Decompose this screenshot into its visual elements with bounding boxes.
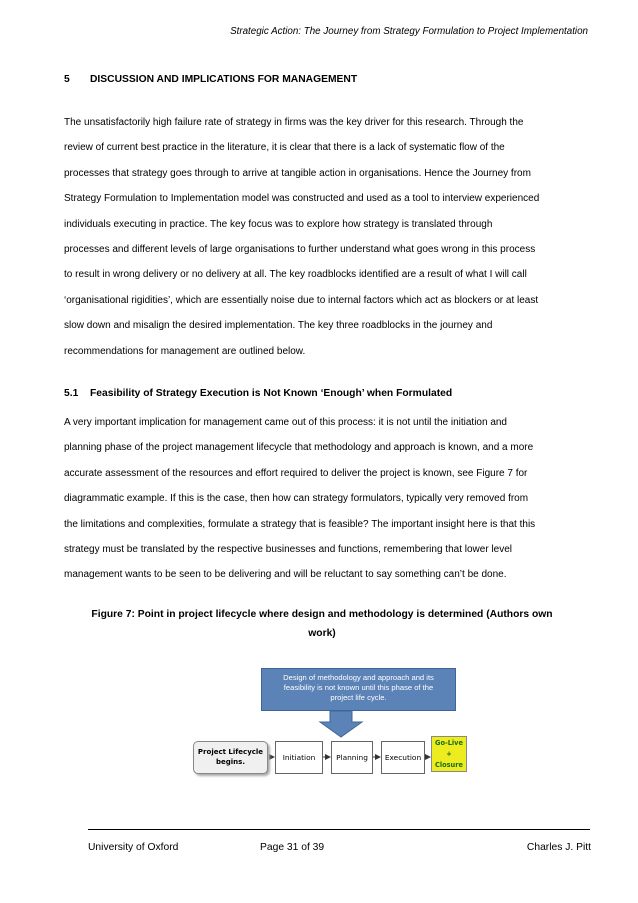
- footer-divider: [88, 829, 590, 830]
- section-heading: [64, 74, 357, 85]
- running-header: Strategic Action: The Journey from Strategy Formulation to Project Implementation: [230, 26, 588, 37]
- paragraph-line: individuals executing in practice. The key focus was to explore how strategy is translated through: [64, 218, 493, 230]
- section-title: DISCUSSION AND IMPLICATIONS FOR MANAGEMENT: [90, 74, 358, 85]
- callout-pointer-arrow: [320, 711, 362, 737]
- footer-page-number: Page 31 of 39: [260, 842, 325, 853]
- paragraph-line: the limitations and complexities, formulate a strategy that is feasible? The important insight here is that this: [64, 518, 536, 530]
- paragraph-line: planning phase of the project management lifecycle that methodology and approach is known, and a more: [64, 442, 534, 454]
- paragraph-line: processes that strategy goes through to arrive at tangible action in organisations. Hence the Journey from: [64, 167, 531, 179]
- lifecycle-start-line: Project Lifecycle: [197, 748, 264, 756]
- stage-planning: Planning: [331, 741, 373, 774]
- figure-caption: [64, 605, 580, 643]
- paragraph-line: ‘organisational rigidities’, which are essentially noise due to internal factors which act as blockers or at least: [64, 294, 539, 306]
- paragraph-line: slow down and misalign the desired implementation. The key three roadblocks in the journey and: [64, 320, 493, 332]
- subsection-title: Feasibility of Strategy Execution is Not Known ‘Enough’ when Formulated: [90, 388, 453, 399]
- footer-author: Charles J. Pitt: [526, 842, 591, 853]
- figure-caption-line: work): [308, 628, 336, 639]
- callout-line: project life cycle.: [330, 693, 387, 702]
- paragraph-line: to result in wrong delivery or no delivery at all. The key roadblocks identified are a result of what I will call: [64, 269, 527, 281]
- paragraph-line: diagrammatic example. If this is the case, then how can strategy formulators, typically very removed from: [64, 493, 529, 505]
- paragraph-line: Strategy Formulation to Implementation model was constructed and used as a tool to interview experienced: [64, 193, 540, 205]
- subsection-heading: [64, 388, 452, 399]
- callout-line: feasibility is not known until this phase of the: [283, 683, 434, 692]
- paragraph-line: review of current best practice in the literature, it is clear that there is a lack of systematic flow of the: [64, 142, 505, 154]
- stage-golive-closure: [431, 736, 467, 772]
- lifecycle-start-box: [193, 741, 268, 774]
- stage-initiation: Initiation: [275, 741, 323, 774]
- paragraph-line: accurate assessment of the resources and effort required to deliver the project is known, see Figure 7 for: [64, 467, 528, 479]
- golive-line: Closure: [435, 761, 463, 769]
- paragraph-line: management wants to be seen to be delivering and will be reluctant to say something can’t be done.: [64, 569, 507, 581]
- paragraph-line: A very important implication for management came out of this process: it is not until the initiation and: [64, 417, 507, 428]
- callout-box: [261, 668, 456, 711]
- paragraph-line: recommendations for management are outlined below.: [64, 345, 306, 357]
- stage-execution: Execution: [381, 741, 425, 774]
- paragraph-line: strategy must be translated by the respective businesses and functions, remembering that lower level: [64, 544, 513, 556]
- figure-caption-line: Figure 7: Point in project lifecycle where design and methodology is determined (Authors own: [91, 609, 553, 620]
- lifecycle-start-line: begins.: [216, 758, 245, 766]
- paragraph-line: The unsatisfactorily high failure rate of strategy in firms was the key driver for this research. Through the: [64, 117, 524, 128]
- section-number: 5: [64, 74, 70, 85]
- callout-line: Design of methodology and approach and its: [283, 673, 434, 682]
- paragraph-line: processes and different levels of large organisations to further understand what goes wrong in this process: [64, 244, 536, 256]
- golive-line: Go-Live: [435, 739, 463, 747]
- subsection-paragraph: [64, 410, 580, 588]
- golive-line: +: [446, 750, 452, 758]
- section-paragraph: [64, 110, 580, 364]
- footer-institution: University of Oxford: [88, 842, 179, 853]
- subsection-number: 5.1: [64, 388, 79, 399]
